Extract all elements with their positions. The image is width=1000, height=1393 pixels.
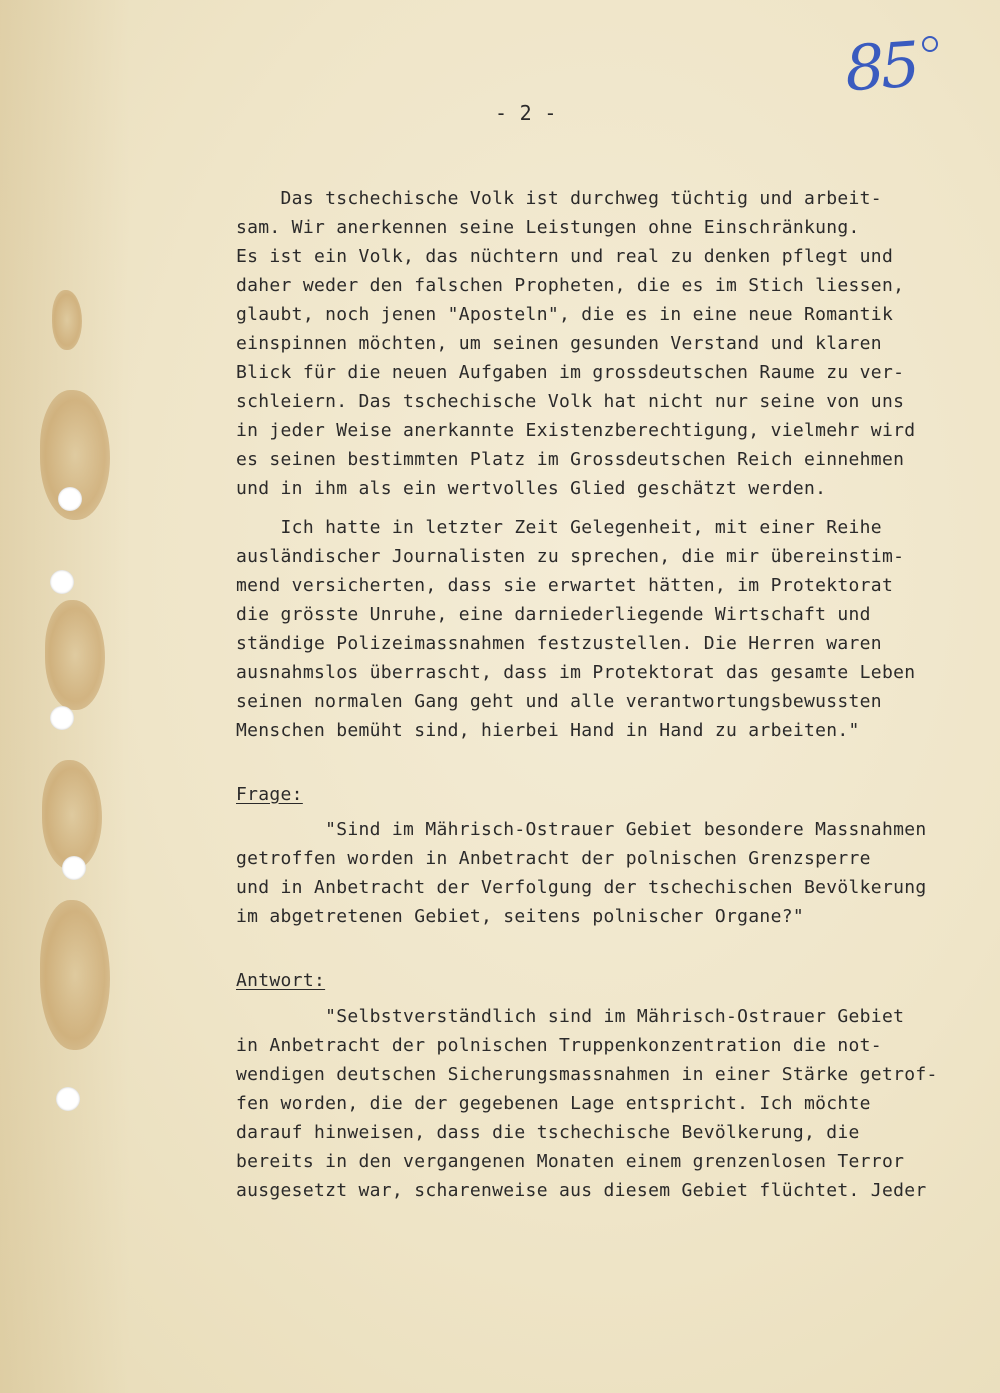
text-line: ausgesetzt war, scharenweise aus diesem Gebiet flüchtet. Jeder — [236, 1180, 927, 1201]
text-line: in jeder Weise anerkannte Existenzberechtigung, vielmehr wird — [236, 420, 916, 441]
text-line: ständige Polizeimassnahmen festzustellen. Die Herren waren — [236, 633, 882, 654]
text-line: glaubt, noch jenen "Aposteln", die es in eine neue Romantik — [236, 304, 894, 325]
folio-circle-mark — [922, 36, 938, 52]
punch-hole — [62, 856, 86, 880]
text-line: und in ihm als ein wertvolles Glied geschätzt werden. — [236, 478, 827, 499]
handwritten-folio-number: 85 — [842, 27, 919, 106]
text-line: daher weder den falschen Propheten, die es im Stich liessen, — [236, 275, 905, 296]
text-line: die grösste Unruhe, eine darniederliegende Wirtschaft und — [236, 604, 871, 625]
text-line: Es ist ein Volk, das nüchtern und real zu denken pflegt und — [236, 246, 894, 267]
text-line: sam. Wir anerkennen seine Leistungen ohne Einschränkung. — [236, 217, 860, 238]
text-line: mend versicherten, dass sie erwartet hätten, im Protektorat — [236, 575, 894, 596]
text-line: getroffen worden in Anbetracht der polnischen Grenzsperre — [236, 848, 871, 869]
text-line: ausländischer Journalisten zu sprechen, die mir übereinstim- — [236, 546, 905, 567]
punch-hole — [58, 487, 82, 511]
text-line: "Sind im Mährisch-Ostrauer Gebiet besondere Massnahmen — [236, 819, 927, 840]
water-stain — [45, 600, 105, 710]
page-number: - 2 - — [495, 101, 557, 125]
text-line: schleiern. Das tschechische Volk hat nicht nur seine von uns — [236, 391, 905, 412]
text-line: seinen normalen Gang geht und alle verantwortungsbewussten — [236, 691, 882, 712]
text-line: und in Anbetracht der Verfolgung der tschechischen Bevölkerung — [236, 877, 927, 898]
text-line: es seinen bestimmten Platz im Grossdeutschen Reich einnehmen — [236, 449, 905, 470]
text-line: Das tschechische Volk ist durchweg tüchtig und arbeit- — [236, 188, 882, 209]
text-line: ausnahmslos überrascht, dass im Protektorat das gesamte Leben — [236, 662, 916, 683]
text-line: "Selbstverständlich sind im Mährisch-Ostrauer Gebiet — [236, 1006, 905, 1027]
text-line: wendigen deutschen Sicherungsmassnahmen in einer Stärke getrof- — [236, 1064, 938, 1085]
punch-hole — [50, 706, 74, 730]
answer-label: Antwort: — [236, 970, 326, 991]
question-label: Frage: — [236, 784, 303, 805]
text-line: in Anbetracht der polnischen Truppenkonzentration die not- — [236, 1035, 882, 1056]
punch-hole — [50, 570, 74, 594]
text-line: bereits in den vergangenen Monaten einem grenzenlosen Terror — [236, 1151, 905, 1172]
text-line: im abgetretenen Gebiet, seitens polnischer Organe?" — [236, 906, 804, 927]
text-line: darauf hinweisen, dass die tschechische Bevölkerung, die — [236, 1122, 860, 1143]
punch-hole — [56, 1087, 80, 1111]
text-line: Blick für die neuen Aufgaben im grossdeutschen Raume zu ver- — [236, 362, 905, 383]
text-line: Ich hatte in letzter Zeit Gelegenheit, mit einer Reihe — [236, 517, 882, 538]
text-line: Menschen bemüht sind, hierbei Hand in Hand zu arbeiten." — [236, 720, 860, 741]
text-line: fen worden, die der gegebenen Lage entspricht. Ich möchte — [236, 1093, 871, 1114]
water-stain — [52, 290, 82, 350]
water-stain — [42, 760, 102, 870]
text-line: einspinnen möchten, um seinen gesunden Verstand und klaren — [236, 333, 882, 354]
